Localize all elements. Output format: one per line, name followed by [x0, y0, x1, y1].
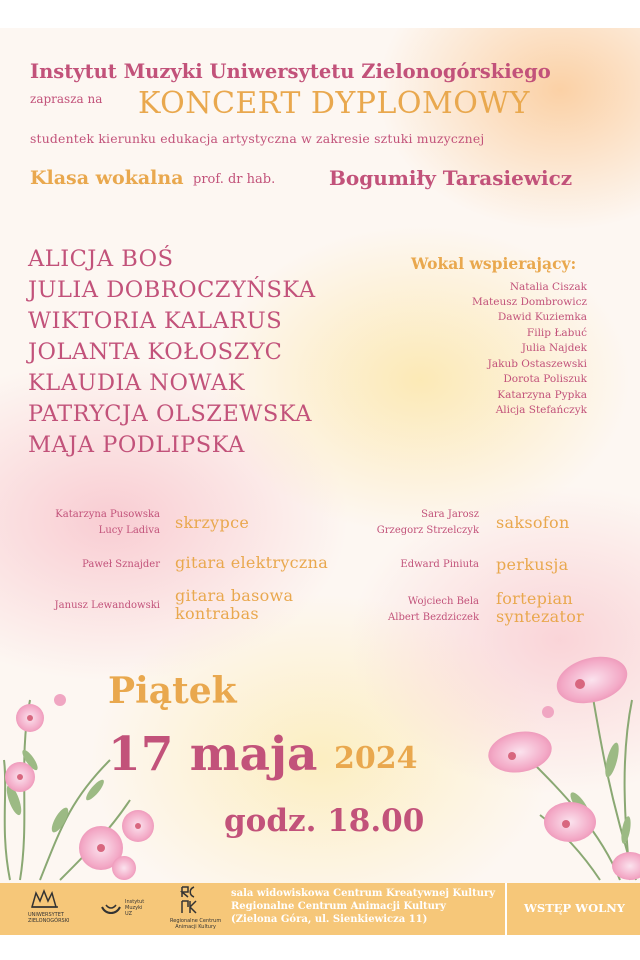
logo-caption-line: Muzyki [125, 905, 143, 911]
free-entry-label: WSTĘP WOLNY [524, 901, 625, 915]
musician-name: Edward Piniuta [400, 559, 479, 570]
footer-divider [505, 883, 507, 935]
instrument-label [175, 554, 328, 572]
support-vocal-name: Dorota Poliszuk [503, 373, 587, 385]
musician-names [55, 507, 160, 539]
musician-names [388, 594, 479, 626]
support-vocal-name: Katarzyna Pypka [497, 389, 587, 401]
footer-bar [0, 883, 640, 935]
instrument-label [496, 556, 568, 574]
rcak-logo-caption [170, 918, 221, 930]
event-year: 2024 [334, 741, 418, 776]
support-vocal-name: Jakub Ostaszewski [487, 358, 587, 370]
instrument-label [175, 514, 249, 532]
instrument-label [496, 514, 570, 532]
rcak-logo-icon [178, 885, 198, 915]
venue-line: sala widowiskowa Centrum Kreatywnej Kultury [231, 888, 496, 899]
venue-line: (Zielona Góra, ul. Sienkiewicza 11) [231, 914, 428, 925]
teacher-title: prof. dr hab. [193, 172, 276, 187]
student-name: PATRYCJA OLSZEWSKA [28, 401, 312, 427]
event-time: godz. 18.00 [224, 803, 425, 839]
student-name: JULIA DOBROCZYŃSKA [28, 277, 316, 303]
venue-info [231, 887, 495, 926]
class-label: Klasa wokalna [30, 167, 184, 189]
venue-line: Regionalne Centrum Animacji Kultury [231, 901, 446, 912]
musician-name: Grzegorz Strzelczyk [376, 525, 479, 536]
concert-subtitle: studentek kierunku edukacja artystyczna w zakresie sztuki muzycznej [30, 131, 485, 146]
support-vocal-name: Julia Najdek [521, 342, 587, 354]
musician-name: Sara Jarosz [421, 509, 479, 520]
musician-names [400, 557, 479, 573]
instrument-name: gitara basowa [175, 586, 294, 605]
instrument-name: skrzypce [175, 513, 250, 532]
musician-name: Lucy Ladiva [98, 525, 160, 536]
student-name: WIKTORIA KALARUS [28, 308, 283, 334]
support-vocal-heading: Wokal wspierający: [411, 254, 577, 273]
musician-name: Wojciech Bela [407, 596, 479, 607]
support-vocal-name: Filip Łabuć [526, 327, 587, 339]
instrument-label [496, 590, 584, 626]
right-blossoms [485, 649, 640, 880]
musician-name: Janusz Lewandowski [54, 600, 160, 611]
concert-title: KONCERT DYPLOMOWY [138, 86, 530, 121]
student-name: KLAUDIA NOWAK [28, 370, 245, 396]
support-vocal-name: Mateusz Dombrowicz [472, 296, 587, 308]
support-vocal-name: Alicja Stefańczyk [495, 404, 587, 416]
invites-text: zaprasza na [30, 92, 103, 106]
instrument-name: gitara elektryczna [175, 553, 329, 572]
instrument-label [175, 587, 293, 623]
instrument-name: kontrabas [175, 604, 259, 623]
student-name: ALICJA BOŚ [28, 246, 174, 272]
logo-caption-line: Animacji Kultury [175, 924, 216, 930]
support-vocal-name: Natalia Ciszak [509, 281, 587, 293]
instrument-name: perkusja [496, 555, 569, 574]
musician-names [377, 507, 479, 539]
logo-caption-line: UNIWERSYTET [28, 912, 64, 918]
institute-logo-caption [125, 899, 144, 917]
student-name: MAJA PODLIPSKA [28, 432, 245, 458]
musician-names [82, 557, 160, 573]
instrument-name: saksofon [496, 513, 570, 532]
logo-caption-line: UZ [125, 911, 132, 917]
musician-names [55, 598, 160, 614]
logo-caption-line: ZIELONOGÓRSKI [28, 918, 70, 924]
institute-logo-icon [100, 901, 122, 917]
left-blossoms [5, 694, 154, 880]
teacher-name: Bogumiły Tarasiewicz [329, 166, 573, 190]
instrument-name: syntezator [496, 607, 585, 626]
musician-name: Albert Bezdziczek [388, 612, 479, 623]
logo-caption-line: Regionalne Centrum [170, 918, 222, 924]
logo-caption-line: Instytut [125, 899, 145, 905]
institute-name: Instytut Muzyki Uniwersytetu Zielonogórskiego [30, 60, 551, 83]
university-logo-icon [30, 889, 60, 909]
instrument-name: fortepian [496, 589, 574, 608]
bottom-margin [0, 935, 640, 960]
university-logo-caption [28, 912, 70, 924]
musician-name: Katarzyna Pusowska [55, 509, 160, 520]
musician-name: Paweł Sznajder [82, 559, 160, 570]
event-day: Piątek [108, 670, 237, 712]
student-name: JOLANTA KOŁOSZYC [28, 339, 283, 365]
support-vocal-name: Dawid Kuziemka [497, 311, 587, 323]
event-date: 17 maja [108, 727, 318, 782]
